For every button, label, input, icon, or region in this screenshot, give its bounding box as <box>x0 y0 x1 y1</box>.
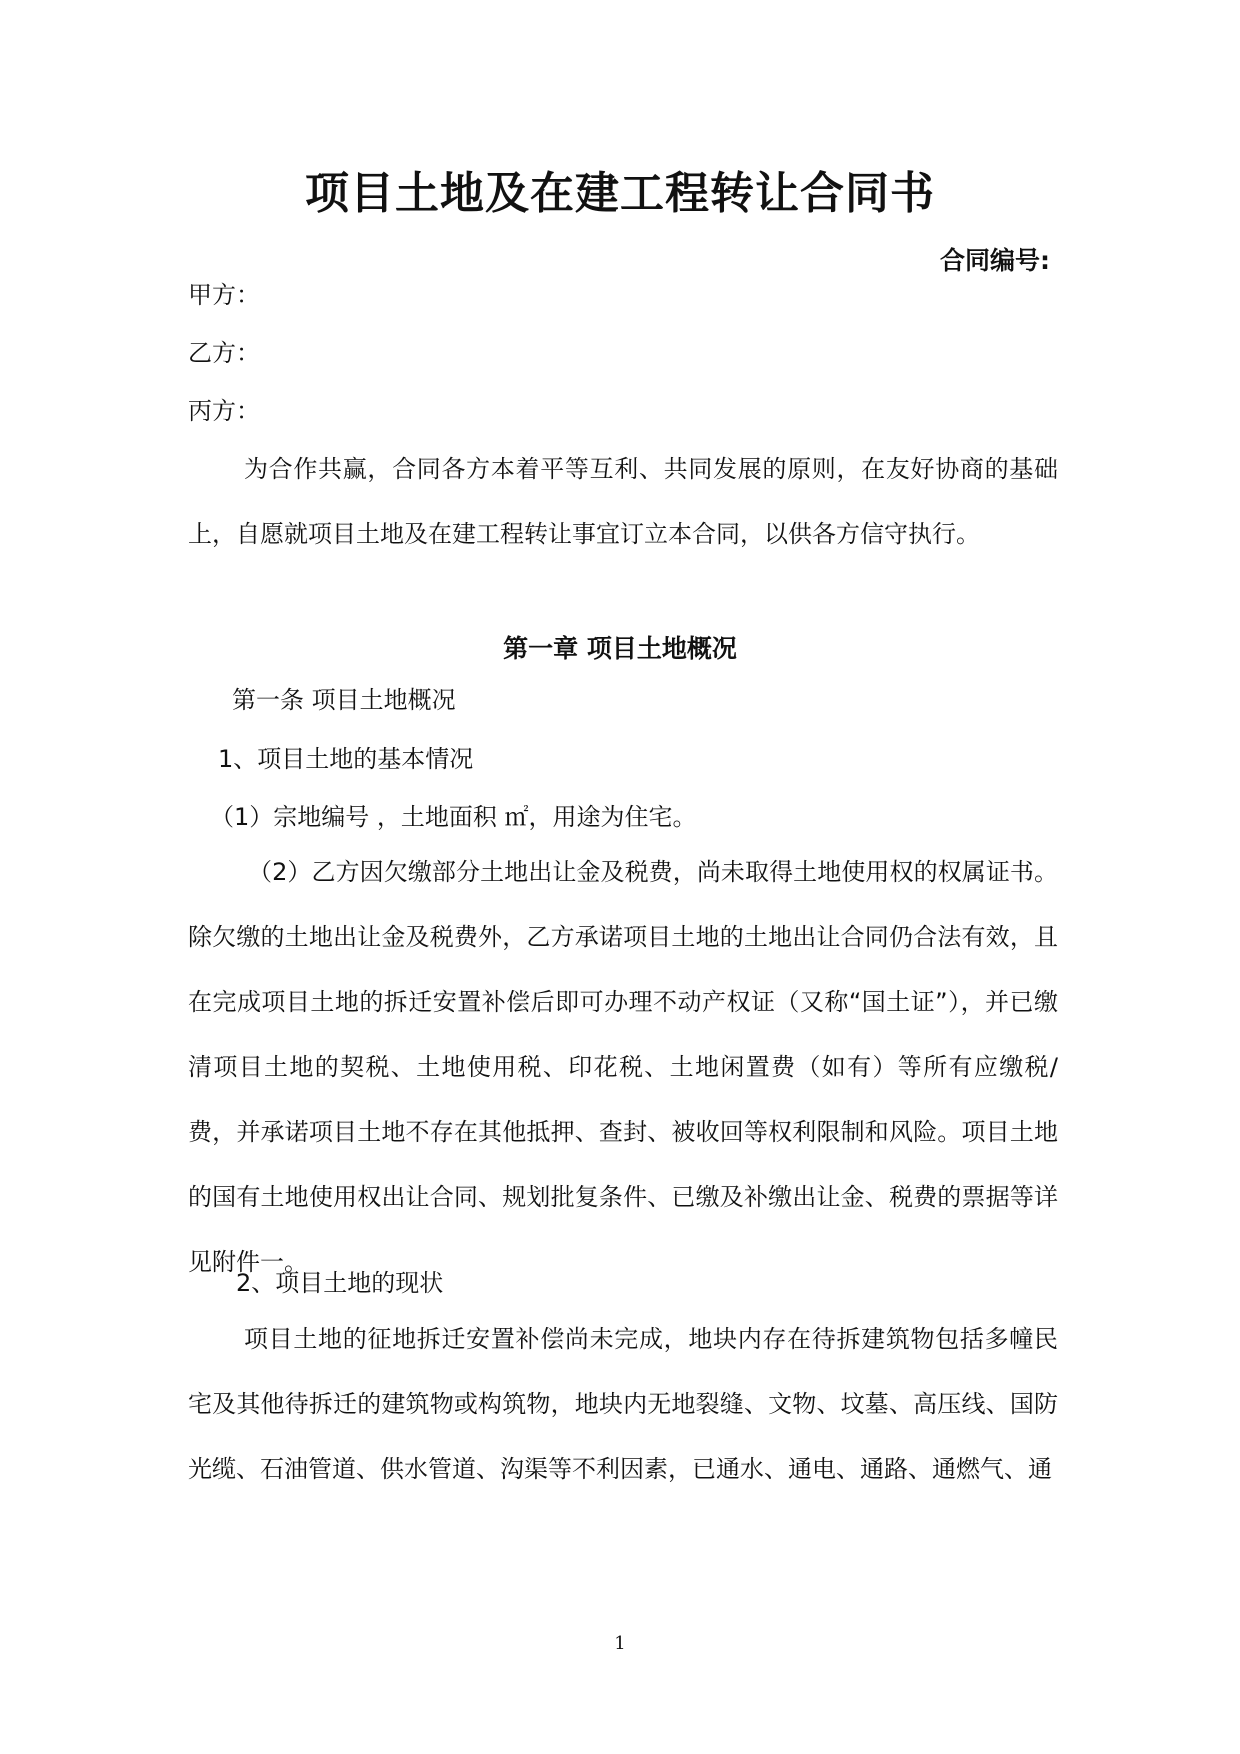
contract-number-label: 合同编号: <box>940 246 1050 275</box>
article-heading: 第一条 项目土地概况 <box>232 686 456 714</box>
chapter-heading: 第一章 项目土地概况 <box>503 634 737 663</box>
item2-heading: 2、项目土地的现状 <box>236 1269 444 1297</box>
preamble-paragraph: 为合作共赢，合同各方本着平等互利、共同发展的原则，在友好协商的基础上，自愿就项目土地及在建工程转让事宜订立本合同，以供各方信守执行。 <box>188 455 1058 548</box>
party-a-label: 甲方： <box>188 281 260 309</box>
page-title: 项目土地及在建工程转让合同书 <box>305 168 935 219</box>
item1-sub2-paragraph: （2）乙方因欠缴部分土地出让金及税费，尚未取得土地使用权的权属证书。除欠缴的土地出让金及税费外，乙方承诺项目土地的土地出让合同仍合法有效，且在完成项目土地的拆迁安置补偿后即可办理不动产权证（又称“国土证”），并已缴清项目土地的契税、土地使用税、印花税、土地闲置费（如有）等所有应缴税/费，并承诺项目土地不存在其他抵押、查封、被收回等权利限制和风险。项目土地的国有土地使用权出让合同、规划批复条件、已缴及补缴出让金、税费的票据等详见附件一。 <box>188 858 1058 1276</box>
item1-heading: 1、项目土地的基本情况 <box>218 745 474 773</box>
item1-sub1: （1）宗地编号 ，土地面积 ㎡，用途为住宅。 <box>210 803 697 831</box>
item2-paragraph: 项目土地的征地拆迁安置补偿尚未完成，地块内存在待拆建筑物包括多幢民宅及其他待拆迁的建筑物或构筑物，地块内无地裂缝、文物、坟墓、高压线、国防光缆、石油管道、供水管道、沟渠等不利因素，已通水、通电、通路、通燃气、通 <box>188 1325 1058 1483</box>
page-number: 1 <box>614 1633 626 1654</box>
party-b-label: 乙方： <box>188 339 260 367</box>
party-c-label: 丙方： <box>188 397 260 425</box>
